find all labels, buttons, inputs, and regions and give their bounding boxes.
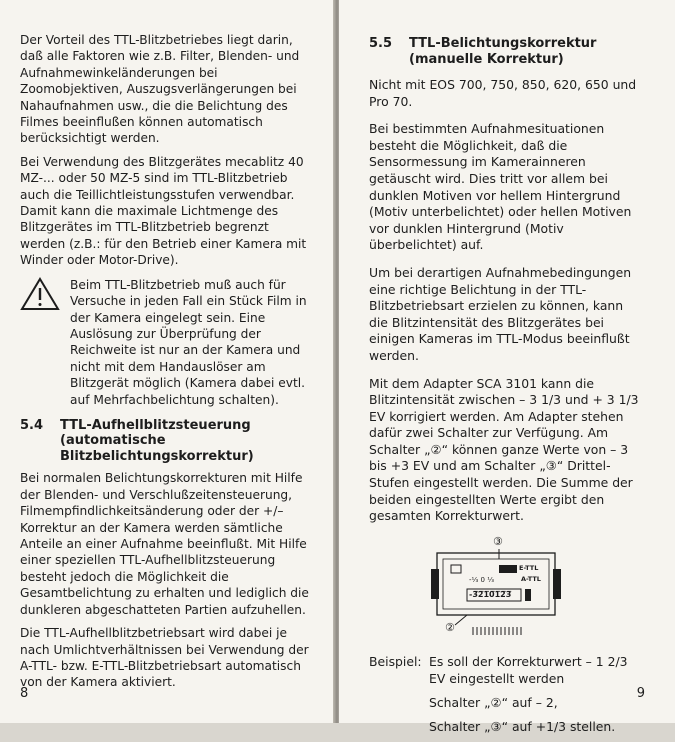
warning-icon [20,277,64,408]
paragraph: Der Vorteil des TTL-Blitzbetriebes liegt darin, daß alle Faktoren wie z.B. Filter, Blenden- und Aufnahmewinkeländerungen bei Zoomobjektiven, Auszugsverlängerungen bei Nahaufnahmen usw., die die Belichtung des Filmes beeinflußen können automatisch berücksichtigt werden. [20,33,300,146]
section-heading: 5.5 TTL-Belichtungskorrektur (manuelle Korrektur) [369,36,597,67]
right-page [339,0,675,734]
warning-text: Beim TTL-Blitzbetrieb muß auch für Versuche in jeden Fall ein Stück Film in der Kamera eingelegt sein. Eine Auslösung zur Überprüfung der Reichweite ist nur an der Kamera und nicht mit dem Handauslöser am Blitzgerät möglich (Kamera dabei evtl. auf Mehrfachbelichtung schalten). [70,277,307,407]
section-heading: 5.4 TTL-Aufhellblitzsteuerung (automatische Blitzbelichtungskorrektur) [20,417,254,464]
whole-scale: -3̅2̅1̅0̅1̅2̅3̅ [469,589,512,599]
a-ttl-label: A-TTL [521,574,541,583]
left-page [0,0,335,723]
adapter-diagram [407,534,587,649]
switch-3-label: ③ [493,534,503,548]
paragraph: Die TTL-Aufhellblitzbetriebsart wird dabei je nach Umlichtverhältnissen bei Verwendung der A-TTL- bzw. E-TTL-Blitzbetriebsart automatisch von der Kamera aktiviert. [20,626,309,690]
switch-2-label: ② [445,620,455,634]
example-text: Es soll der Korrekturwert – 1 2/3 EV eingestellt werden [429,653,628,686]
warning-block [20,277,313,408]
paragraph: Bei bestimmten Aufnahmesituationen besteht die Möglichkeit, daß die Sensormessung im Kamerainneren getäuscht wird. Dies tritt vor allem bei dunklen Motiven vor hellem Hintergrund (Motiv unterbelichtet) oder hellen Motiven vor dunklen Hintergrund (Motiv überbelichtet) auf. [369,121,632,253]
example-text: Schalter „③“ auf +1/3 stellen. [429,718,616,734]
paragraph: Bei Verwendung des Blitzgerätes mecablitz 40 MZ-... oder 50 MZ-5 sind im TTL-Blitzbetrieb auch die Teillichtleistungsstufen verwendbar. Damit kann die maximale Lichtmenge des Blitzgerätes im TTL-Blitzbetrieb begrenzt werden (z.B.: für den Betrieb einer Kamera mit Winder oder Motor-Drive). [20,154,307,268]
paragraph: Mit dem Adapter SCA 3101 kann die Blitzintensität zwischen – 3 1/3 und + 3 1/3 EV korrigiert werden. Am Adapter stehen dafür zwei Schalter zur Verfügung. Am Schalter „②“ können ganze Werte von – 3 bis +3 EV und am Schalter „③“ Drittel-Stufen eingestellt werden. Die Summe der beiden eingestellten Werte ergibt den gesamten Korrekturwert. [369,375,639,524]
paragraph: Nicht mit EOS 700, 750, 850, 620, 650 und Pro 70. [369,77,637,109]
example-label: Beispiel: [369,653,422,669]
page-number: 9 [636,686,645,701]
example-block [369,653,645,742]
e-ttl-label: E-TTL [519,563,539,572]
paragraph: Um bei derartigen Aufnahmebedingungen eine richtige Belichtung in der TTL-Blitzbetriebsart erzielen zu können, kann die Blitzintensität des Blitzgerätes bei einigen Kameras im TTL-Modus beeinflußt werden. [369,264,632,363]
page-number: 8 [20,686,29,701]
paragraph: Bei normalen Belichtungskorrekturen mit Hilfe der Blenden- und Verschlußzeitensteuerung, Filmempfindlichkeitsänderung oder der +/– Korrektur an der Kamera werden sämtliche Anteile an einer Aufnahme beeinflußt. Mit Hilfe einer speziellen TTL-Aufhellblitzsteuerung besteht jedoch die Möglichkeit die Gesamtbelichtung zu erhalten und lediglich die dunkleren abgeschatteten Partien aufzuhellen. [20,471,309,617]
example-text: Schalter „②“ auf – 2, [429,694,558,710]
third-scale: -⅓ 0 ⅓ [469,575,494,584]
